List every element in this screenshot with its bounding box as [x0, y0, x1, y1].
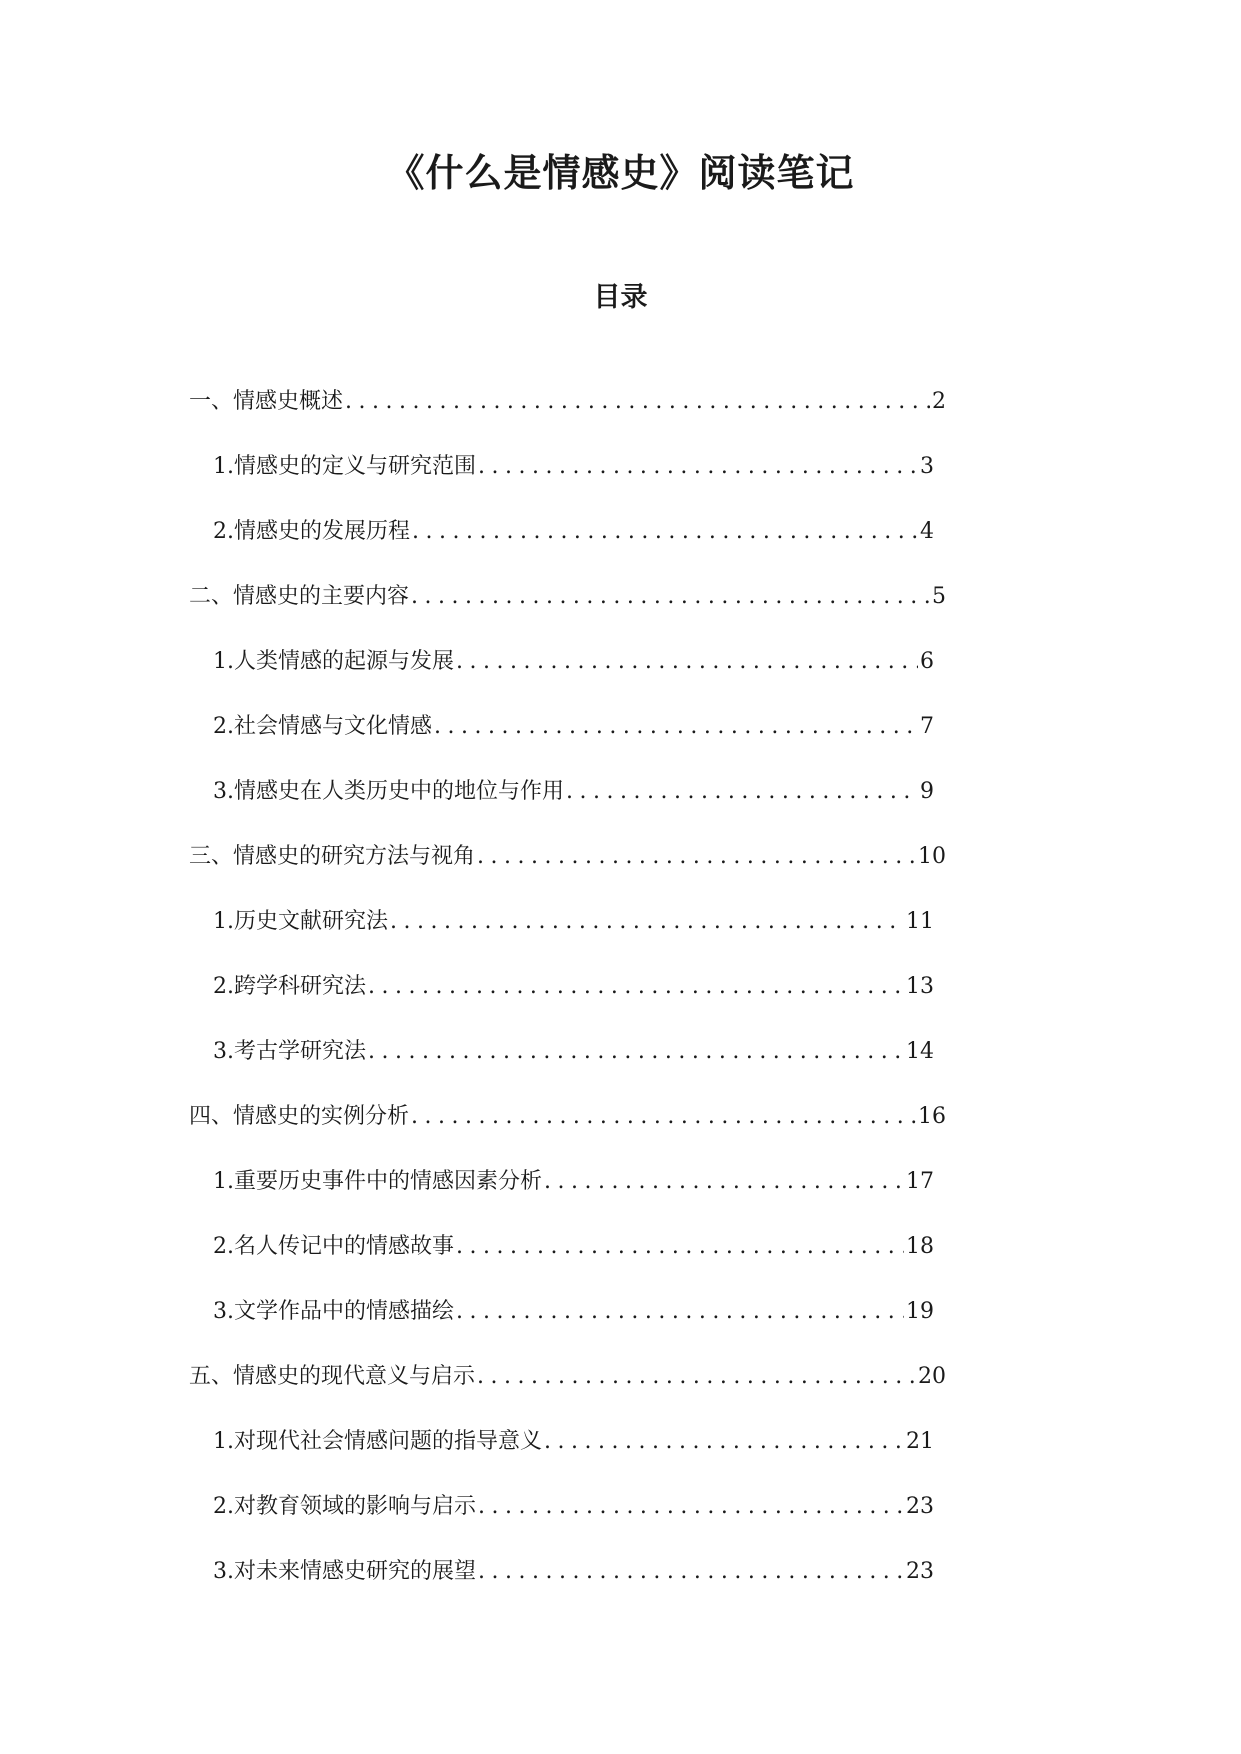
toc-entry-section-2[interactable]	[189, 577, 946, 642]
toc-leader-dots	[544, 1162, 904, 1202]
toc-page-number: 10	[918, 844, 946, 869]
toc-entry-section-1-2[interactable]	[213, 512, 934, 577]
toc-entry-number: 3.	[213, 1559, 234, 1584]
toc-entry-title: 四、情感史的实例分析	[189, 1104, 410, 1129]
toc-page-number: 3	[920, 454, 934, 479]
toc-leader-dots	[456, 1227, 904, 1267]
toc-entry-section-4-1[interactable]	[213, 1162, 934, 1227]
toc-entry-title: 名人传记中的情感故事	[234, 1234, 455, 1259]
toc-leader-dots	[412, 512, 918, 552]
toc-leader-dots	[411, 577, 930, 617]
toc-leader-dots	[566, 772, 918, 812]
toc-entry-section-3[interactable]	[189, 837, 946, 902]
toc-leader-dots	[478, 1552, 904, 1592]
toc-leader-dots	[456, 642, 918, 682]
toc-entry-section-2-1[interactable]	[213, 642, 934, 707]
toc-entry-section-1-1[interactable]	[213, 447, 934, 512]
toc-entry-title: 情感史在人类历史中的地位与作用	[234, 779, 565, 804]
toc-entry-number: 2.	[213, 1234, 234, 1259]
toc-entry-title: 对现代社会情感问题的指导意义	[234, 1429, 543, 1454]
toc-entry-number: 2.	[213, 974, 234, 999]
toc-heading: 目录	[593, 282, 648, 313]
toc-leader-dots	[477, 1357, 916, 1397]
toc-entry-section-5-1[interactable]	[213, 1422, 934, 1487]
toc-entry-title: 三、情感史的研究方法与视角	[189, 844, 476, 869]
toc-page-number: 13	[906, 974, 934, 999]
toc-entry-title: 社会情感与文化情感	[234, 714, 433, 739]
toc-entry-section-5-2[interactable]	[213, 1487, 934, 1552]
toc-page-number: 9	[920, 779, 934, 804]
toc-entry-section-1[interactable]	[189, 382, 946, 447]
toc-entry-section-3-3[interactable]	[213, 1032, 934, 1097]
toc-leader-dots	[478, 447, 918, 487]
toc-entry-number: 3.	[213, 1299, 234, 1324]
toc-page-number: 18	[906, 1234, 934, 1259]
toc-entry-number: 2.	[213, 519, 234, 544]
toc-leader-dots	[544, 1422, 904, 1462]
toc-page-number: 11	[906, 909, 934, 934]
table-of-contents	[0, 382, 1241, 1617]
toc-entry-section-2-2[interactable]	[213, 707, 934, 772]
toc-entry-title: 考古学研究法	[234, 1039, 367, 1064]
toc-page-number: 17	[906, 1169, 934, 1194]
toc-leader-dots	[478, 1487, 904, 1527]
toc-entry-title: 情感史的发展历程	[234, 519, 411, 544]
toc-entry-number: 3.	[213, 779, 234, 804]
toc-entry-number: 1.	[213, 1429, 234, 1454]
toc-entry-title: 五、情感史的现代意义与启示	[189, 1364, 476, 1389]
toc-entry-number: 1.	[213, 649, 234, 674]
toc-leader-dots	[345, 382, 930, 422]
toc-page-number: 5	[932, 584, 946, 609]
toc-entry-section-3-2[interactable]	[213, 967, 934, 1032]
toc-entry-section-5-3[interactable]	[213, 1552, 934, 1617]
toc-entry-section-4-3[interactable]	[213, 1292, 934, 1357]
toc-page-number: 19	[906, 1299, 934, 1324]
toc-page-number: 21	[906, 1429, 934, 1454]
toc-entry-title: 重要历史事件中的情感因素分析	[234, 1169, 543, 1194]
toc-page-number: 2	[932, 389, 946, 414]
toc-leader-dots	[456, 1292, 904, 1332]
toc-entry-number: 1.	[213, 454, 234, 479]
toc-entry-section-5[interactable]	[189, 1357, 946, 1422]
toc-entry-title: 历史文献研究法	[234, 909, 389, 934]
toc-entry-title: 文学作品中的情感描绘	[234, 1299, 455, 1324]
toc-entry-title: 情感史的定义与研究范围	[234, 454, 477, 479]
toc-entry-title: 二、情感史的主要内容	[189, 584, 410, 609]
toc-entry-section-4[interactable]	[189, 1097, 946, 1162]
toc-leader-dots	[434, 707, 918, 747]
toc-page-number: 23	[906, 1559, 934, 1584]
toc-entry-section-4-2[interactable]	[213, 1227, 934, 1292]
toc-page-number: 4	[920, 519, 934, 544]
toc-leader-dots	[477, 837, 916, 877]
toc-entry-number: 3.	[213, 1039, 234, 1064]
toc-page-number: 7	[920, 714, 934, 739]
toc-entry-section-2-3[interactable]	[213, 772, 934, 837]
toc-leader-dots	[368, 967, 904, 1007]
toc-entry-number: 1.	[213, 1169, 234, 1194]
toc-leader-dots	[390, 902, 904, 942]
toc-entry-number: 1.	[213, 909, 234, 934]
toc-page-number: 14	[906, 1039, 934, 1064]
toc-entry-number: 2.	[213, 1494, 234, 1519]
toc-entry-title: 对未来情感史研究的展望	[234, 1559, 477, 1584]
toc-page-number: 20	[918, 1364, 946, 1389]
toc-page-number: 16	[918, 1104, 946, 1129]
toc-entry-title: 一、情感史概述	[189, 389, 344, 414]
toc-page-number: 6	[920, 649, 934, 674]
toc-entry-title: 跨学科研究法	[234, 974, 367, 999]
document-title: 《什么是情感史》阅读笔记	[386, 151, 855, 195]
toc-leader-dots	[411, 1097, 916, 1137]
toc-entry-title: 人类情感的起源与发展	[234, 649, 455, 674]
toc-entry-title: 对教育领域的影响与启示	[234, 1494, 477, 1519]
toc-entry-section-3-1[interactable]	[213, 902, 934, 967]
toc-entry-number: 2.	[213, 714, 234, 739]
toc-page-number: 23	[906, 1494, 934, 1519]
toc-leader-dots	[368, 1032, 904, 1072]
